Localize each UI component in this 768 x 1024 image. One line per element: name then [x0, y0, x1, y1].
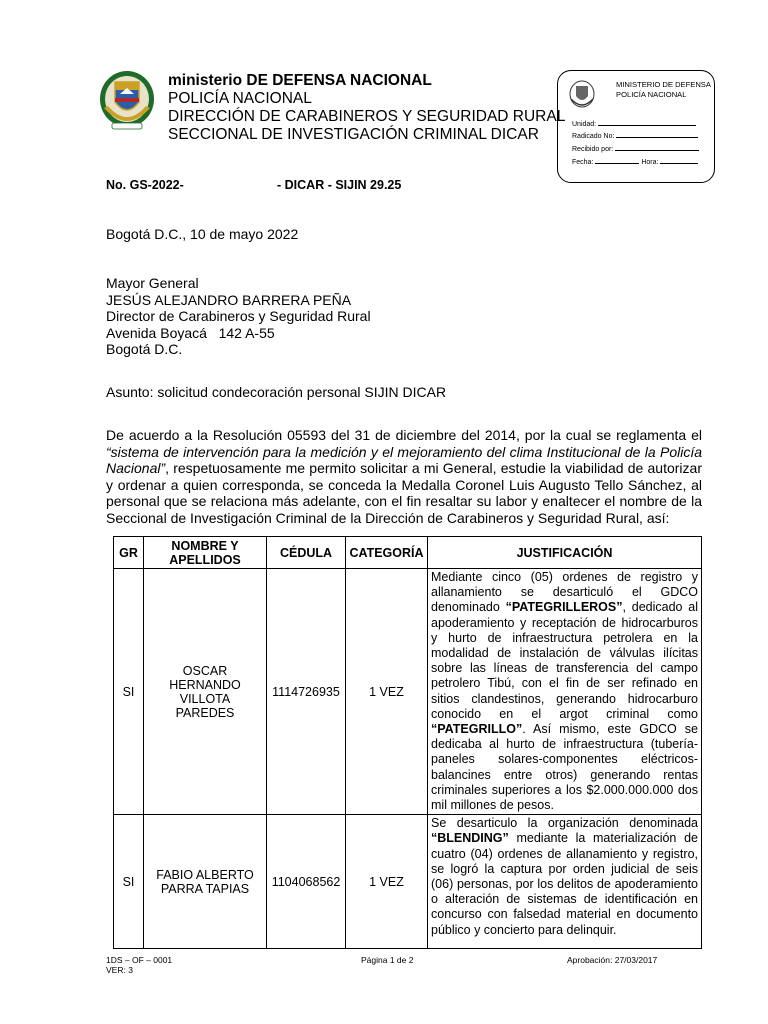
- letterhead-line-police: POLICÍA NACIONAL: [168, 90, 312, 107]
- cell-cedula: 1114726935: [267, 569, 346, 815]
- stamp-fecha: [572, 156, 698, 167]
- recipient-title: Director de Carabineros y Seguridad Rural: [106, 308, 371, 324]
- column-header: GR: [114, 537, 144, 569]
- footer-version: VER: 3: [106, 965, 133, 975]
- table-header-row: [114, 537, 702, 569]
- footer-code: 1DS – OF – 0001: [106, 955, 173, 965]
- document-number-prefix: No. GS-2022-: [106, 178, 184, 192]
- stamp-recibido: [572, 143, 699, 154]
- police-shield-emblem-icon: [98, 68, 156, 134]
- body-text-italic: “sistema de intervención para la medición y el mejoramiento del clima Institucional de la Policía Nacional”: [106, 443, 702, 476]
- justification-text: , dedicado al apoderamiento y receptación de hidrocarburos y hurto de infraestructura petrolera en la modalidad de instalación de válvulas ilícitas sobre las líneas de transferencia del campo petrolero Tibú, con el fin de ser refinado en sitios clandestinos, generando hidrocarburo conocido en el argot criminal como: [431, 600, 699, 721]
- stamp-hora-label: Hora:: [641, 159, 659, 166]
- column-header: CÉDULA: [267, 537, 346, 569]
- cell-categoria: 1 VEZ: [346, 815, 428, 949]
- recipient-block: [106, 275, 371, 358]
- justification-text: Se desarticulo la organización denominada: [431, 816, 698, 831]
- justification-text: Mediante cinco (05) ordenes de registro y allanamiento se desarticuló el GDCO denominado: [431, 570, 698, 615]
- subject-line: Asunto: solicitud condecoración personal SIJIN DICAR: [106, 384, 447, 400]
- cell-categoria: 1 VEZ: [346, 569, 428, 815]
- letterhead-line-section: SECCIONAL DE INVESTIGACIÓN CRIMINAL DICAR: [168, 126, 539, 143]
- stamp-radicado-label: Radicado No:: [572, 133, 615, 140]
- cell-name: FABIO ALBERTO PARRA TAPIAS: [144, 815, 267, 949]
- body-text-end: , respetuosamente me permito solicitar a mi General, estudie la viabilidad de autorizar y ordenar a quien corresponda, se conceda la Medalla Coronel Luis Augusto Tello Sánchez, al personal que se relaciona más adelante, con el fin resaltar su labor y enaltecer el nombre de la Seccional de Investigación Criminal de la Dirección de Carabineros y Seguridad Rural, así:: [106, 460, 702, 526]
- stamp-unidad: [572, 118, 696, 129]
- ministry-line: [168, 72, 565, 90]
- stamp-org-line2: POLICÍA NACIONAL: [616, 89, 687, 99]
- body-text-start: De acuerdo a la Resolución 05593 del 31 de diciembre del 2014, por la cual se reglamenta el: [106, 427, 702, 443]
- footer-approval: Aprobación: 27/03/2017: [567, 955, 658, 965]
- letterhead-line-directorate: DIRECCIÓN DE CARABINEROS Y SEGURIDAD RURAL: [168, 108, 566, 125]
- stamp-fecha-label: Fecha:: [572, 159, 594, 166]
- column-header: JUSTIFICACIÓN: [428, 537, 702, 569]
- document-number: [106, 178, 402, 192]
- table-row: [114, 815, 702, 949]
- table-row: [114, 569, 702, 815]
- cell-gr: SI: [114, 569, 144, 815]
- cell-justification: [428, 815, 702, 949]
- justification-bold: “PATEGRILLEROS”: [505, 600, 623, 615]
- column-header: NOMBRE Y APELLIDOS: [144, 537, 267, 569]
- coat-of-arms-icon: [568, 79, 596, 111]
- ministry-name: DE DEFENSA NACIONAL: [246, 72, 432, 89]
- stamp-unidad-label: Unidad:: [572, 121, 597, 128]
- footer-code-block: [106, 955, 172, 975]
- justification-bold: “BLENDING”: [431, 831, 509, 846]
- reception-stamp: [557, 70, 715, 183]
- justification-text: mediante la materialización de cuatro (04) ordenes de allanamiento y registro, se logró la captura por orden judicial de seis (06) personas, por los delitos de apoderamiento o alteración de sistemas de identificación en concurso con falsedad material en documento público y concierto para delinquir.: [431, 831, 698, 937]
- personnel-table: [113, 536, 702, 949]
- stamp-recibido-label: Recibido por:: [572, 146, 614, 153]
- recipient-rank: Mayor General: [106, 275, 199, 291]
- footer-page-number: Página 1 de 2: [361, 955, 414, 965]
- justification-bold: “PATEGRILLO”: [431, 722, 523, 737]
- recipient-address: Avenida Boyacá 142 A-55: [106, 324, 275, 341]
- cell-justification: [428, 569, 702, 815]
- recipient-name: JESÚS ALEJANDRO BARRERA PEÑA: [106, 291, 352, 308]
- document-date: Bogotá D.C., 10 de mayo 2022: [106, 226, 299, 242]
- document-number-suffix: - DICAR - SIJIN 29.25: [277, 178, 402, 192]
- cell-gr: SI: [114, 815, 144, 949]
- stamp-org: [616, 80, 711, 99]
- stamp-radicado: [572, 130, 698, 141]
- cell-name: OSCAR HERNANDO VILLOTA PAREDES: [144, 569, 267, 815]
- cell-cedula: 1104068562: [267, 815, 346, 949]
- body-paragraph: [106, 427, 702, 526]
- stamp-org-line1: MINISTERIO DE DEFENSA: [616, 80, 711, 89]
- justification-text: . Así mismo, este GDCO se dedicaba al hurto de infraestructura (tubería-paneles solares-componentes eléctricos-balancines entre otros) generando rentas criminales superiores a los $2.000.000.000 dos mil millones de pesos.: [431, 722, 698, 813]
- recipient-city: Bogotá D.C.: [106, 341, 183, 357]
- ministry-prefix: ministerio: [168, 72, 243, 89]
- column-header: CATEGORÍA: [346, 537, 428, 569]
- letterhead: [168, 72, 565, 144]
